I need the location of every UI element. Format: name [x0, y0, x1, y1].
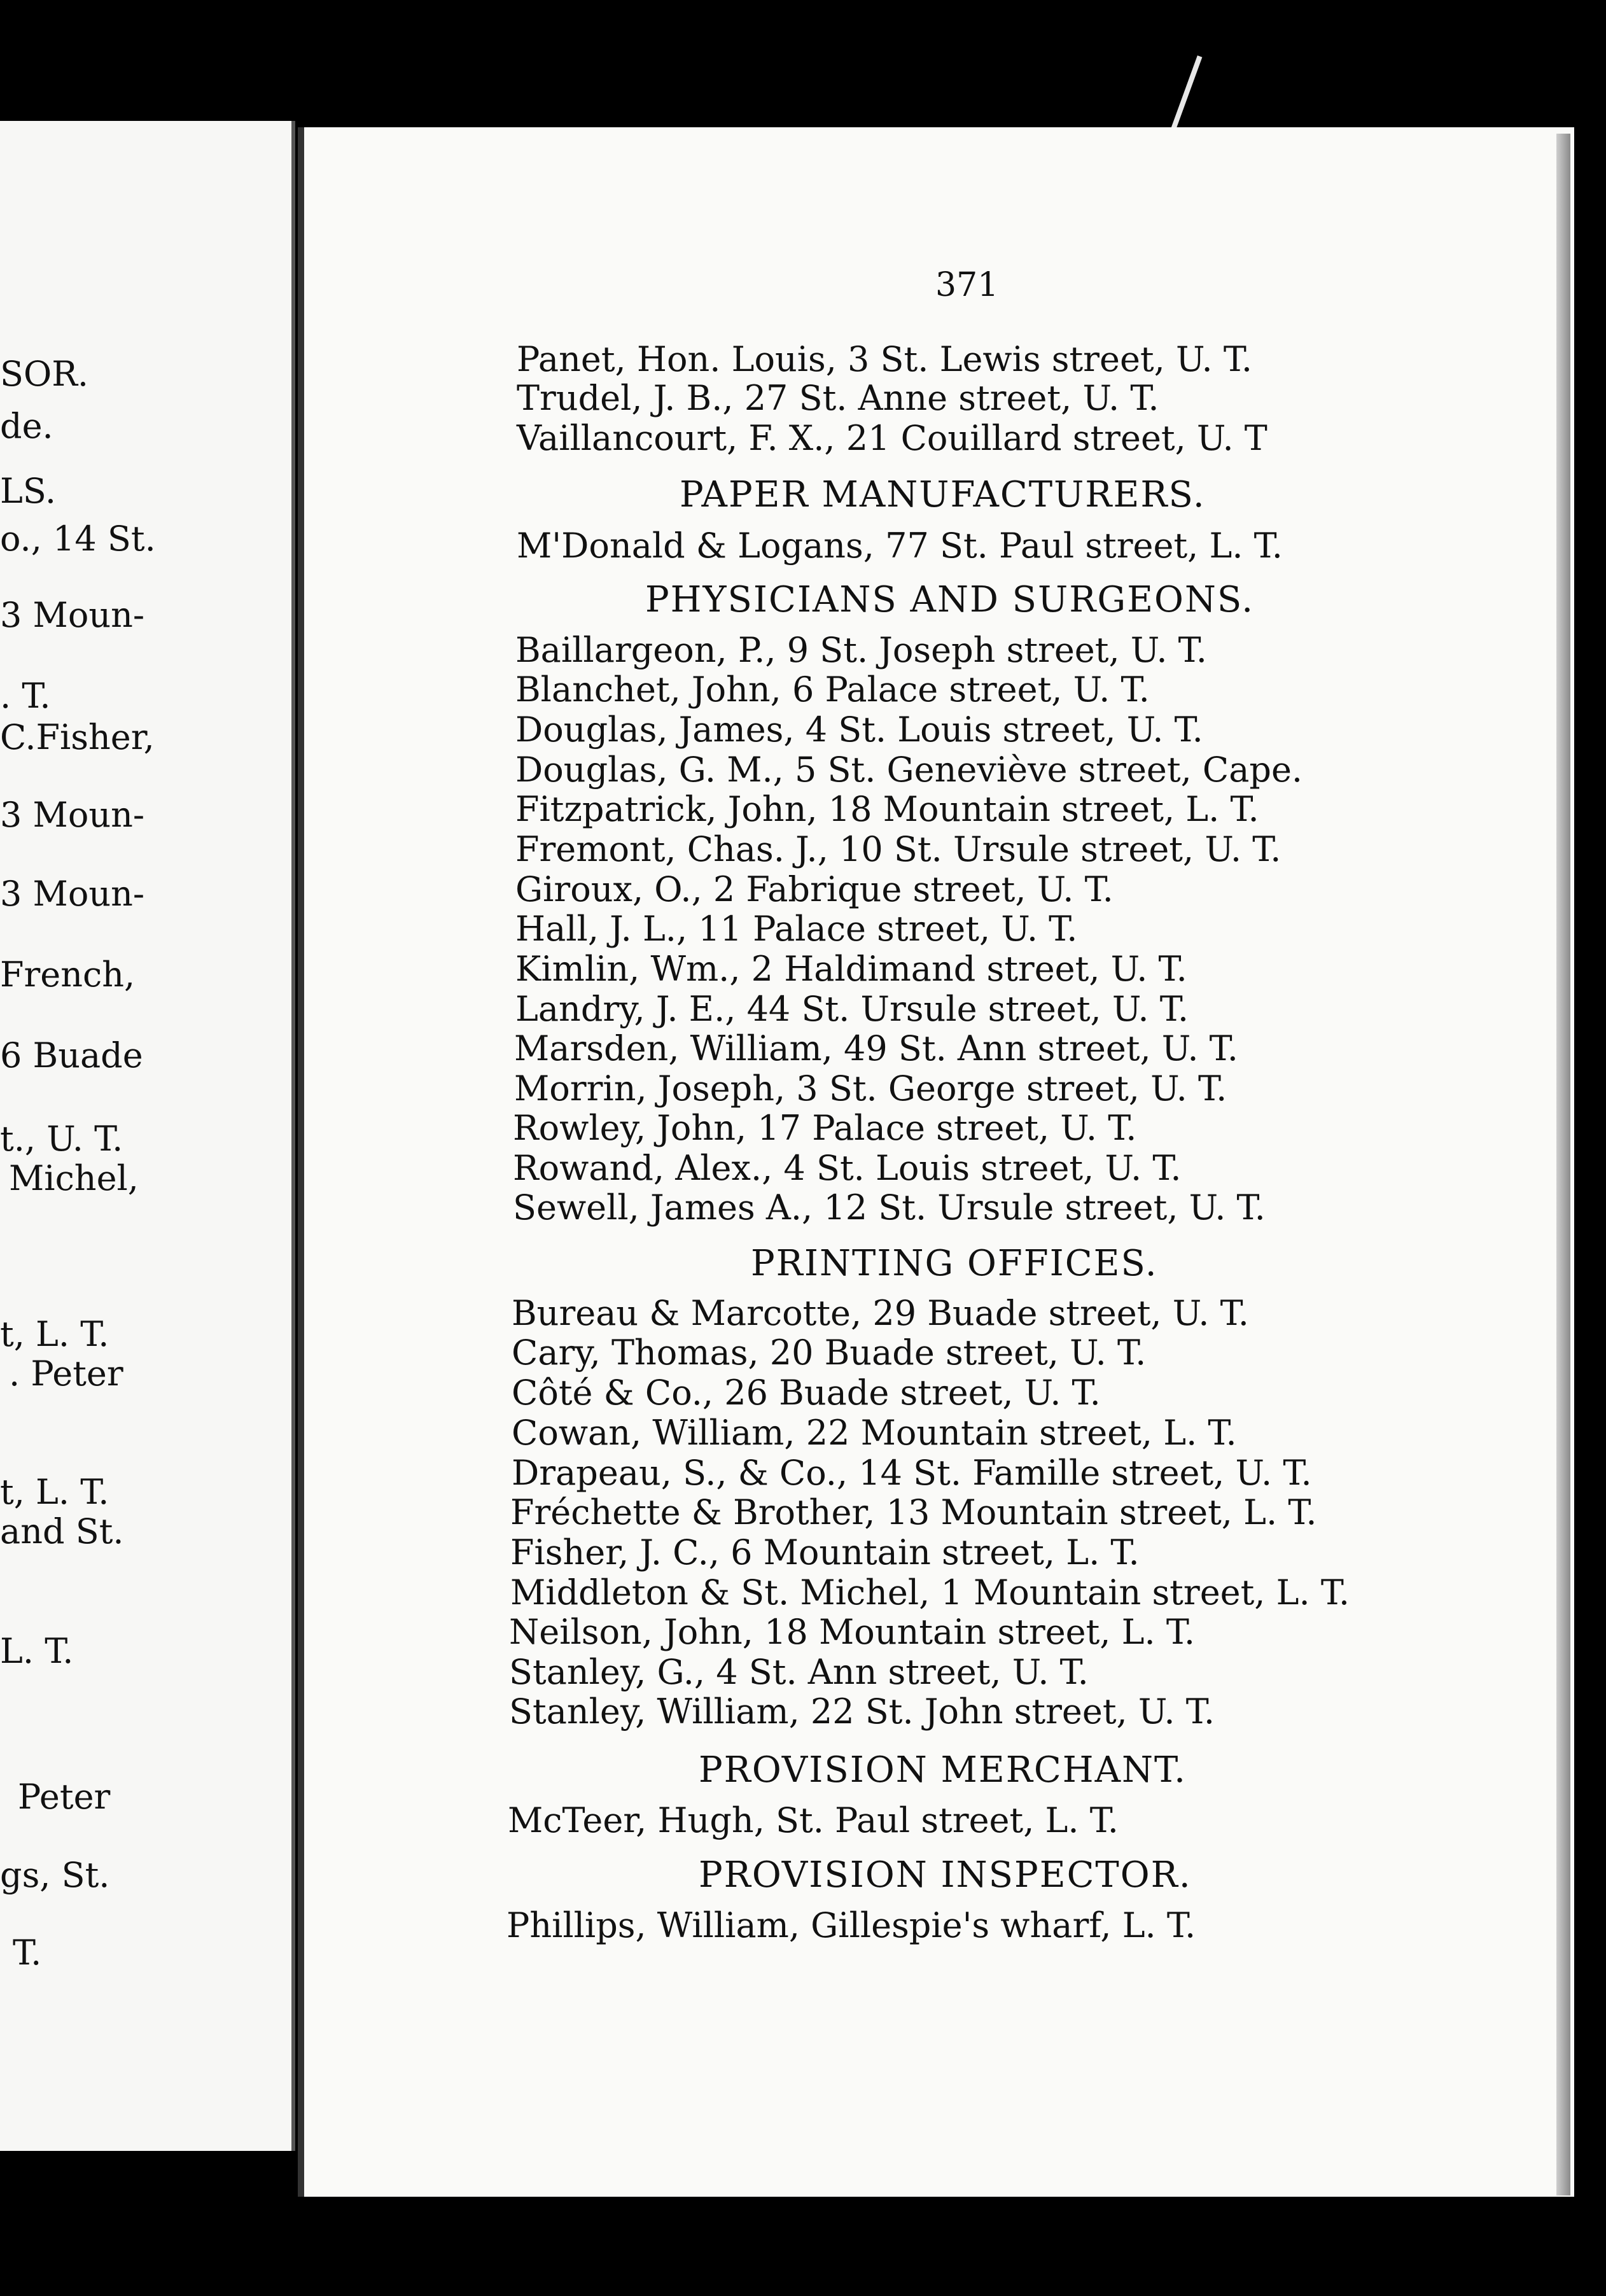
left-fragment: gs, St.	[0, 1855, 110, 1895]
directory-entry: Stanley, William, 22 St. John street, U. T.	[509, 1691, 1215, 1732]
left-fragment: t, L. T.	[0, 1472, 109, 1512]
directory-entry: Rowand, Alex., 4 St. Louis street, U. T.	[513, 1148, 1182, 1188]
left-fragment: 6 Buade	[0, 1035, 143, 1075]
directory-entry: Drapeau, S., & Co., 14 St. Famille street, U. T.	[512, 1453, 1312, 1493]
directory-entry: Fremont, Chas. J., 10 St. Ursule street, U. T.	[515, 829, 1281, 869]
left-fragment: French,	[0, 955, 136, 995]
section-heading: PAPER MANUFACTURERS.	[680, 474, 1206, 515]
section-heading: PRINTING OFFICES.	[751, 1243, 1158, 1284]
directory-entry: Stanley, G., 4 St. Ann street, U. T.	[509, 1652, 1089, 1692]
directory-entry: Fisher, J. C., 6 Mountain street, L. T.	[510, 1532, 1140, 1572]
directory-entry: Hall, J. L., 11 Palace street, U. T.	[515, 909, 1078, 949]
directory-entry: Côté & Co., 26 Buade street, U. T.	[512, 1373, 1101, 1413]
directory-entry: Kimlin, Wm., 2 Haldimand street, U. T.	[515, 949, 1187, 989]
directory-entry: Morrin, Joseph, 3 St. George street, U. T.	[514, 1068, 1227, 1109]
directory-entry: Rowley, John, 17 Palace street, U. T.	[513, 1108, 1137, 1148]
directory-entry: Phillips, William, Gillespie's wharf, L. T.	[506, 1905, 1196, 1945]
left-fragment: o., 14 St.	[0, 519, 156, 559]
directory-entry: Panet, Hon. Louis, 3 St. Lewis street, U. T.	[517, 339, 1253, 379]
left-fragment: and St.	[0, 1511, 124, 1551]
left-fragment: LS.	[0, 471, 57, 511]
left-fragment: C.Fisher,	[0, 717, 155, 757]
left-fragment: 3 Moun-	[0, 874, 145, 914]
left-fragment: L. T.	[0, 1631, 74, 1671]
directory-entry: Trudel, J. B., 27 St. Anne street, U. T.	[517, 378, 1159, 418]
directory-entry: Middleton & St. Michel, 1 Mountain street, L. T.	[510, 1572, 1350, 1613]
directory-entry: Fitzpatrick, John, 18 Mountain street, L. T.	[515, 789, 1259, 829]
left-fragment: t, L. T.	[0, 1314, 109, 1354]
directory-entry: Giroux, O., 2 Fabrique street, U. T.	[515, 869, 1114, 909]
directory-entry: Marsden, William, 49 St. Ann street, U. T.	[514, 1028, 1238, 1068]
directory-entry: Cary, Thomas, 20 Buade street, U. T.	[512, 1333, 1147, 1373]
left-fragment: 3 Moun-	[0, 795, 145, 835]
directory-entry: Baillargeon, P., 9 St. Joseph street, U. T.	[515, 630, 1207, 670]
section-heading: PROVISION INSPECTOR.	[699, 1854, 1192, 1896]
directory-entry: Cowan, William, 22 Mountain street, L. T.	[512, 1413, 1237, 1453]
directory-entry: Blanchet, John, 6 Palace street, U. T.	[515, 669, 1150, 710]
left-fragment: 3 Moun-	[0, 595, 145, 635]
directory-entry: Neilson, John, 18 Mountain street, L. T.	[509, 1612, 1196, 1652]
directory-entry: Landry, J. E., 44 St. Ursule street, U. T.	[515, 989, 1189, 1029]
page-edge	[1556, 134, 1570, 2195]
section-heading: PHYSICIANS AND SURGEONS.	[645, 579, 1255, 620]
directory-entry: Douglas, James, 4 St. Louis street, U. T.	[515, 710, 1203, 750]
left-fragment: t., U. T.	[0, 1119, 123, 1159]
left-fragment: SOR.	[0, 354, 89, 394]
directory-entry: Vaillancourt, F. X., 21 Couillard street, U. T	[517, 418, 1267, 458]
left-fragment: Michel,	[9, 1158, 139, 1198]
left-fragment: Peter	[18, 1777, 111, 1817]
directory-entry: Fréchette & Brother, 13 Mountain street, L. T.	[510, 1492, 1317, 1532]
directory-entry: Sewell, James A., 12 St. Ursule street, U. T.	[513, 1187, 1266, 1228]
directory-entry: Bureau & Marcotte, 29 Buade street, U. T.	[512, 1293, 1249, 1333]
left-fragment: . Peter	[9, 1354, 123, 1394]
directory-entry: McTeer, Hugh, St. Paul street, L. T.	[508, 1800, 1119, 1840]
left-page	[0, 121, 295, 2151]
left-fragment: T.	[13, 1933, 42, 1973]
directory-entry: M'Donald & Logans, 77 St. Paul street, L. T.	[517, 526, 1283, 566]
section-heading: PROVISION MERCHANT.	[699, 1749, 1187, 1791]
left-fragment: de.	[0, 406, 53, 446]
directory-entry: Douglas, G. M., 5 St. Geneviève street, Cape.	[515, 750, 1303, 790]
page-number: 371	[935, 266, 999, 304]
left-fragment: . T.	[0, 676, 51, 716]
